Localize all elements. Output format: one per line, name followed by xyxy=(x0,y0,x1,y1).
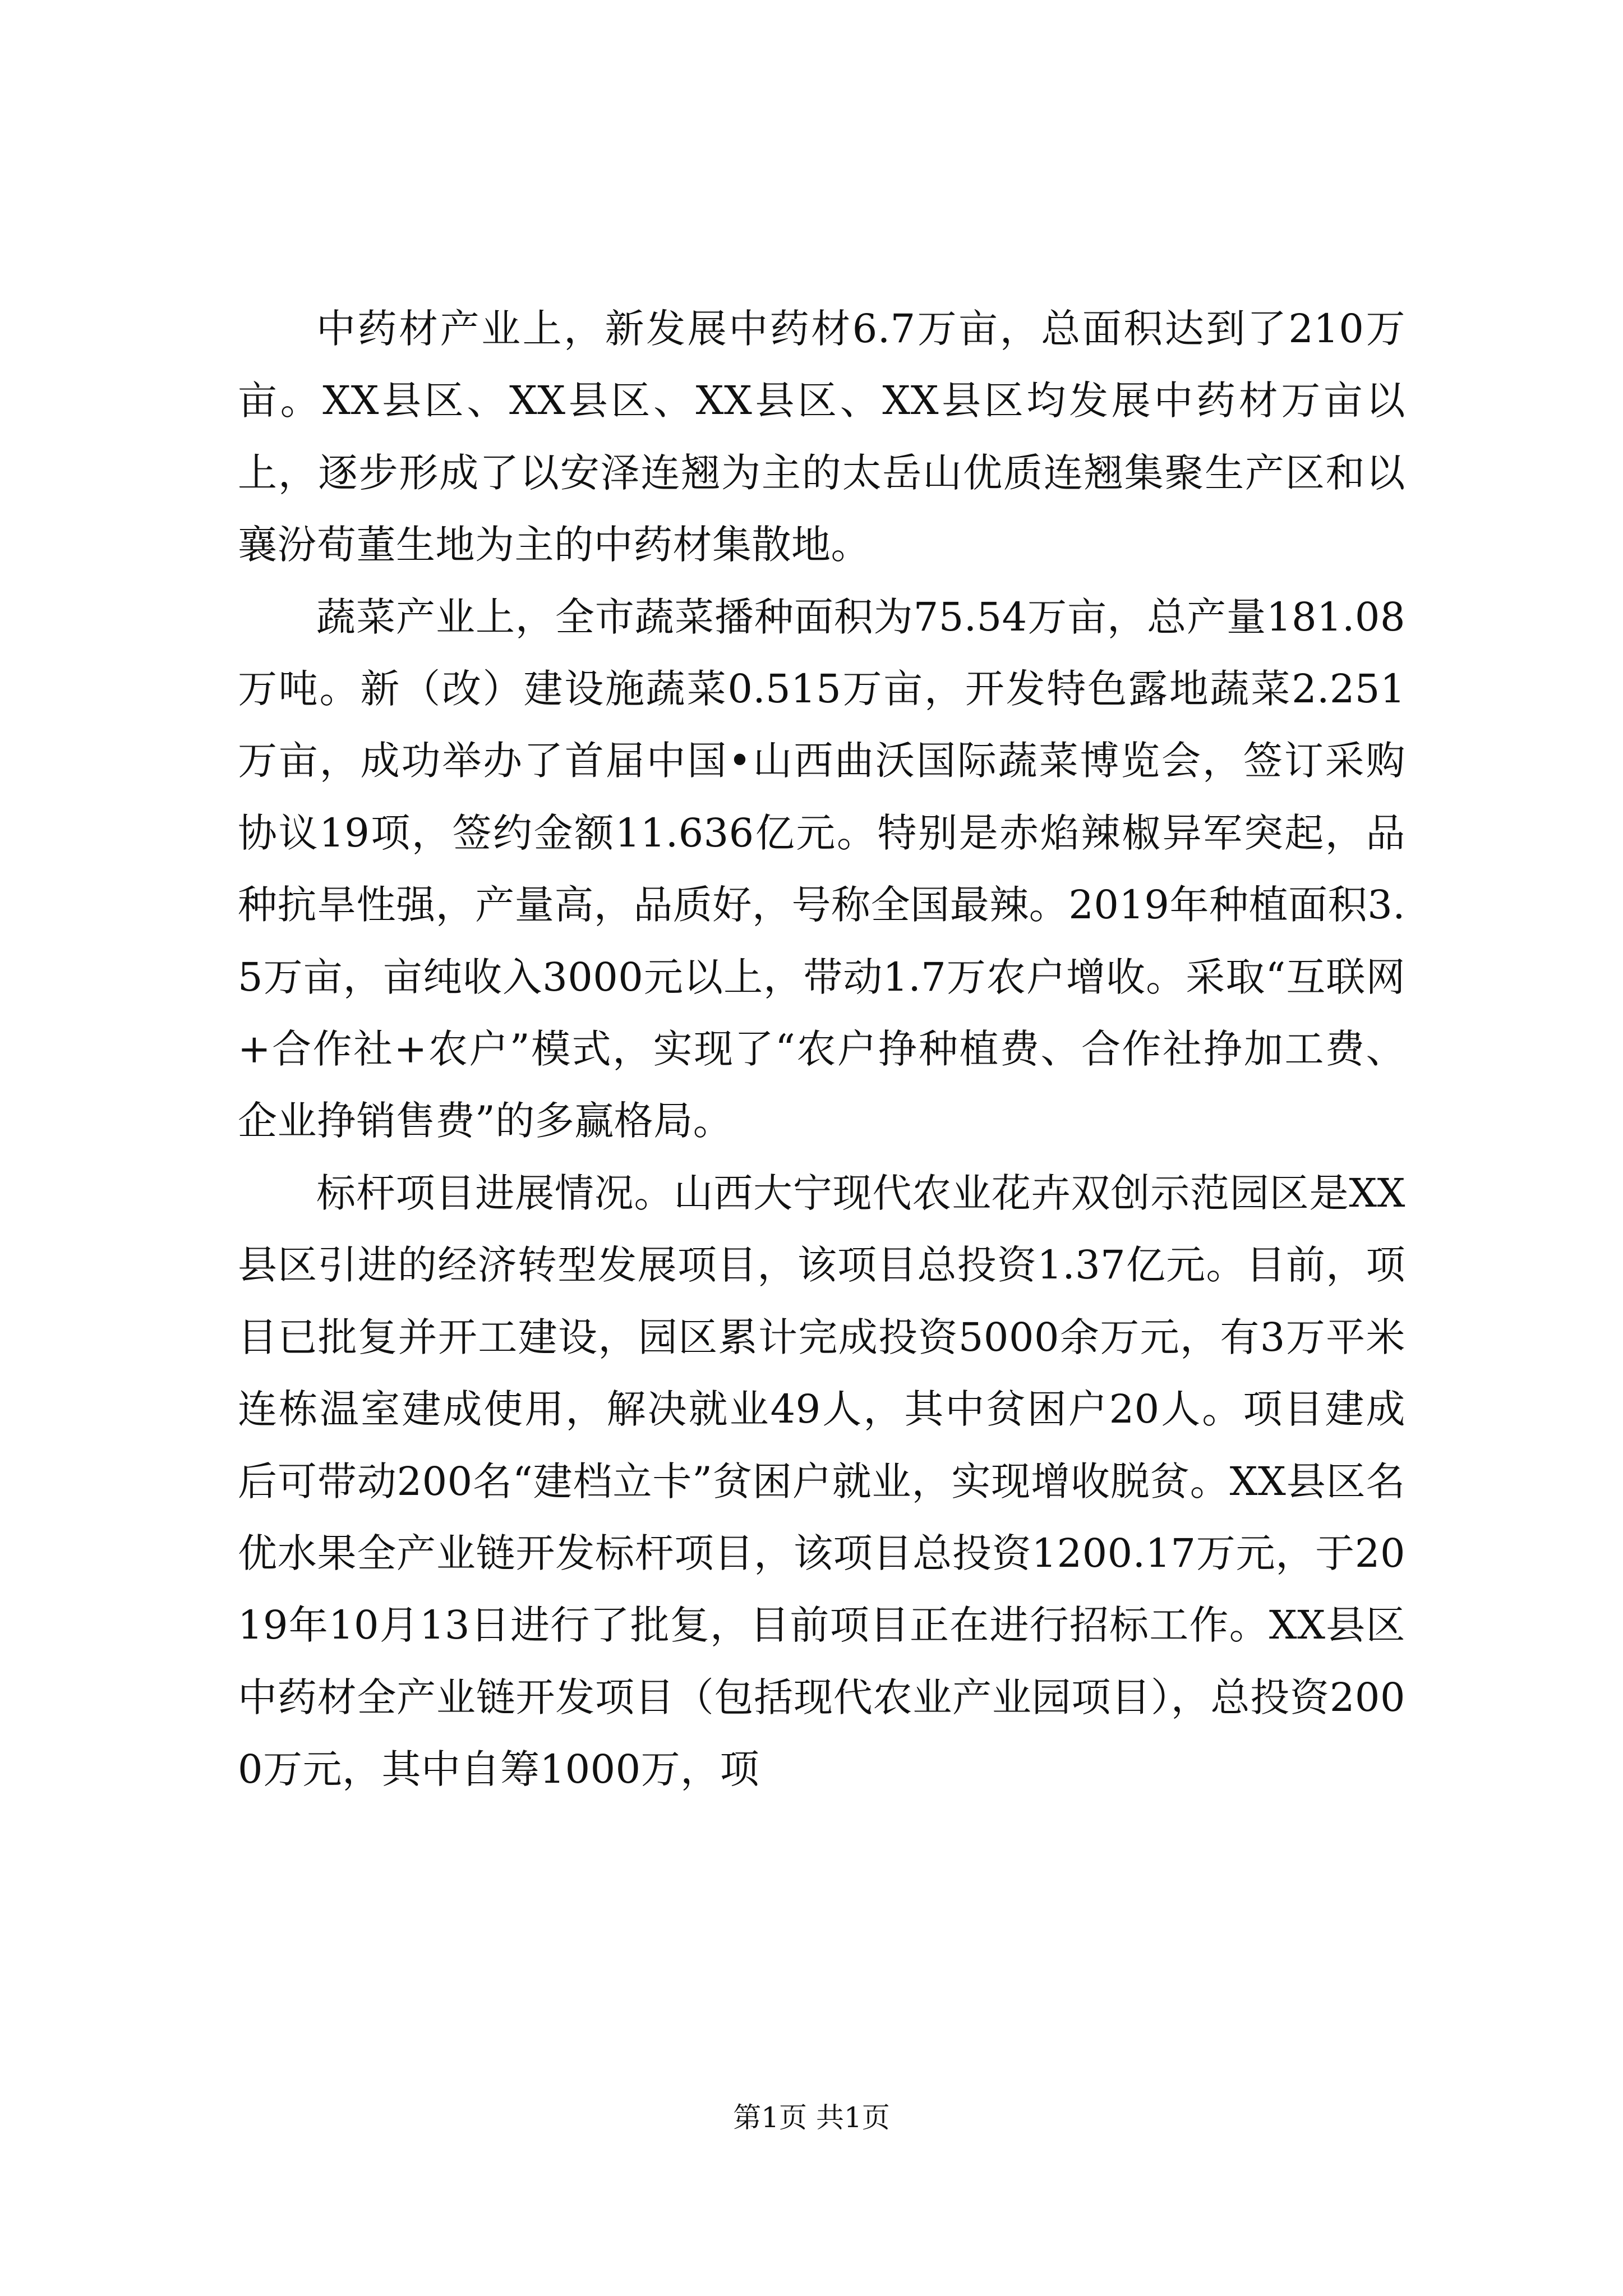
paragraph-vegetables: 蔬菜产业上，全市蔬菜播种面积为75.54万亩，总产量181.08万吨。新（改）建设施蔬菜0.515万亩，开发特色露地蔬菜2.251万亩，成功举办了首届中国•山西曲沃国际蔬菜博览会，签订采购协议19项，签约金额11.636亿元。特别是赤焰辣椒异军突起，品种抗旱性强，产量高，品质好，号称全国最辣。2019年种植面积3.5万亩，亩纯收入3000元以上，带动1.7万农户增收。采取“互联网+合作社+农户”模式，实现了“农户挣种植费、合作社挣加工费、企业挣销售费”的多赢格局。 xyxy=(238,593,1405,1144)
page-footer: 第1页 共1页 xyxy=(733,2101,890,2134)
paragraph-herbal-medicine: 中药材产业上，新发展中药材6.7万亩，总面积达到了210万亩。XX县区、XX县区、XX县区、XX县区均发展中药材万亩以上，逐步形成了以安泽连翘为主的太岳山优质连翘集聚生产区和以襄汾荀董生地为主的中药材集散地。 xyxy=(238,306,1405,568)
paragraph-benchmark-projects: 标杆项目进展情况。山西大宁现代农业花卉双创示范园区是XX县区引进的经济转型发展项目，该项目总投资1.37亿元。目前，项目已批复并开工建设，园区累计完成投资5000余万元，有3万平米连栋温室建成使用，解决就业49人，其中贫困户20人。项目建成后可带动200名“建档立卡”贫困户就业，实现增收脱贫。XX县区名优水果全产业链开发标杆项目，该项目总投资1200.17万元，于2019年10月13日进行了批复，目前项目正在进行招标工作。XX县区中药材全产业链开发项目（包括现代农业产业园项目），总投资2000万元，其中自筹1000万，项 xyxy=(238,1170,1405,1793)
document-body xyxy=(238,293,1405,1806)
